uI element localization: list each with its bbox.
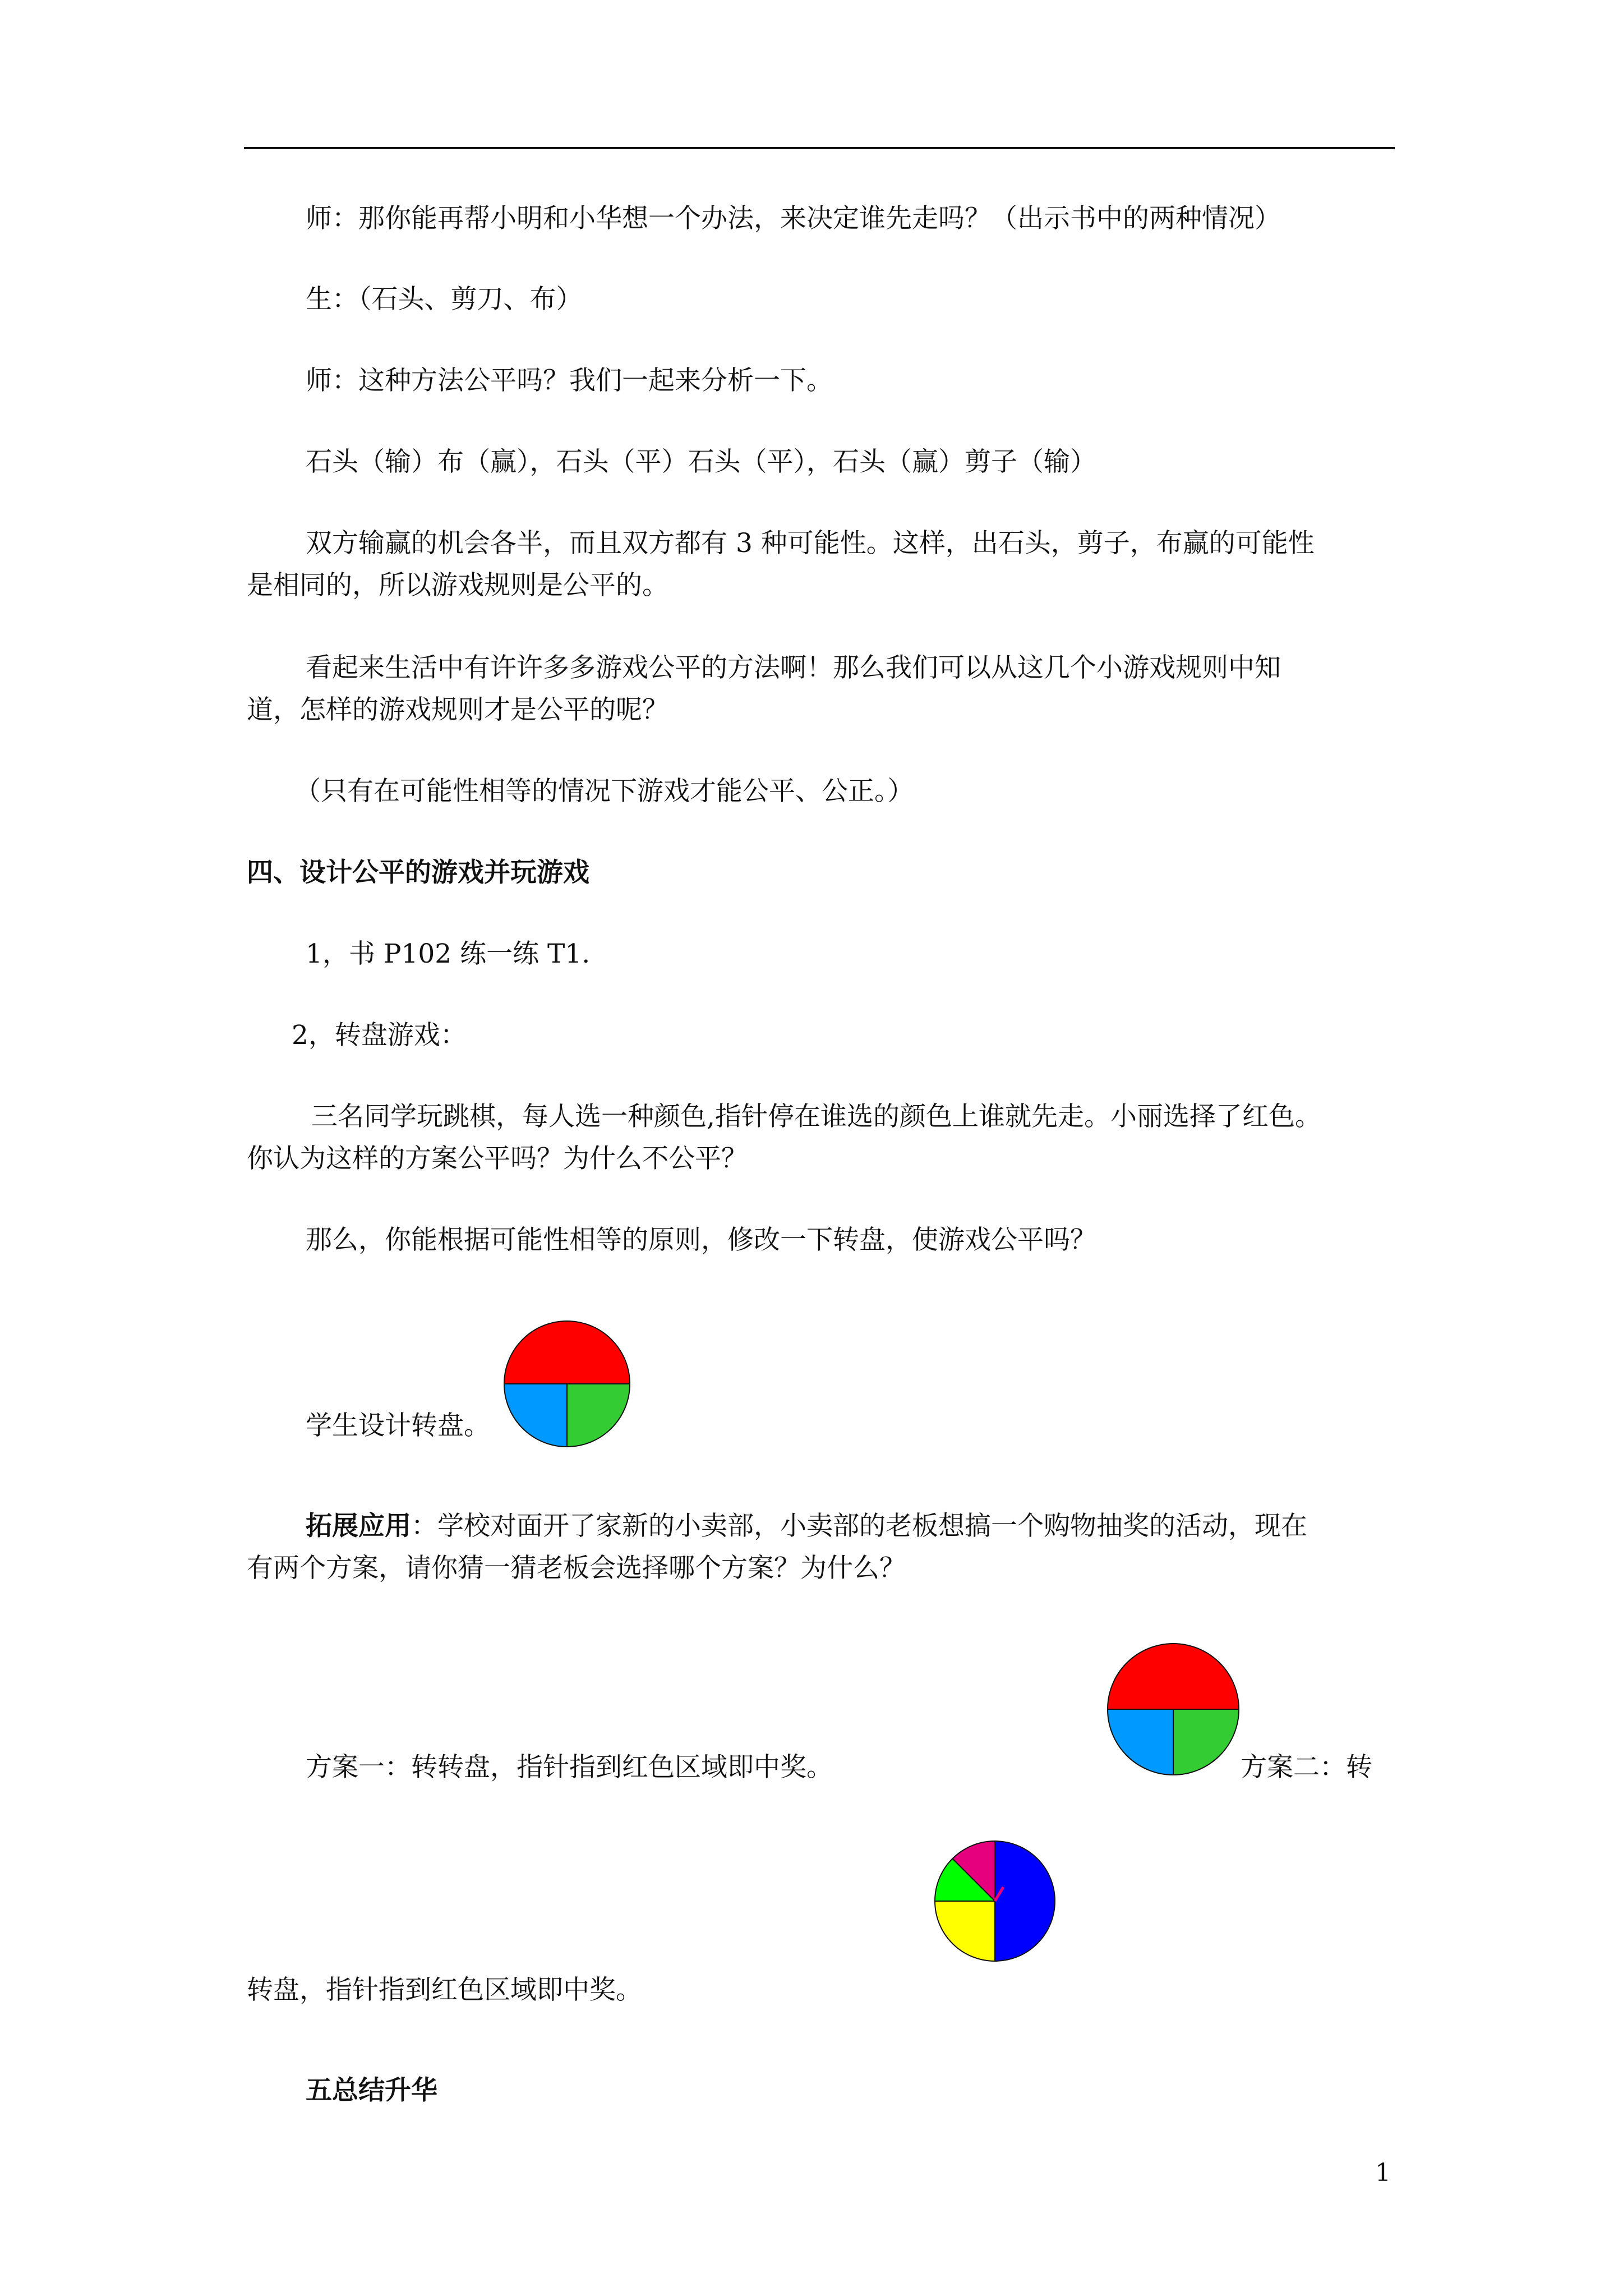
- spinner-sector-red: [1108, 1644, 1239, 1709]
- spinner-student-design: [503, 1320, 631, 1448]
- spinner-sector-blue: [1108, 1709, 1173, 1775]
- paragraph-checkers-line1: 三名同学玩跳棋，每人选一种颜色,指针停在谁选的颜色上谁就先走。小丽选择了红色。: [311, 1101, 1321, 1132]
- paragraph-teacher-question: 师：那你能再帮小明和小华想一个办法，来决定谁先走吗？（出示书中的两种情况）: [306, 203, 1281, 234]
- list-item-1: 1，书 P102 练一练 T1.: [306, 938, 591, 969]
- list-item-2: 2，转盘游戏：: [292, 1020, 467, 1051]
- paragraph-life-line1: 看起来生活中有许许多多游戏公平的方法啊！那么我们可以从这几个小游戏规则中知: [306, 652, 1281, 683]
- paragraph-life-line2: 道，怎样的游戏规则才是公平的呢？: [247, 694, 668, 725]
- paragraph-plan-two-end: 转盘，指针指到红色区域即中奖。: [247, 1975, 642, 2005]
- paragraph-checkers-line2: 你认为这样的方案公平吗？为什么不公平？: [247, 1143, 748, 1174]
- paragraph-plan-two-start: 方案二：转: [1241, 1752, 1372, 1783]
- paragraph-teacher-analysis: 师：这种方法公平吗？我们一起来分析一下。: [306, 365, 833, 396]
- spinner-sector-blue: [504, 1384, 567, 1447]
- paragraph-plan-one: 方案一：转转盘，指针指到红色区域即中奖。: [306, 1752, 833, 1783]
- spinner-sector-green: [567, 1384, 630, 1447]
- extension-label: 拓展应用: [306, 1511, 411, 1542]
- section-heading-four: 四、设计公平的游戏并玩游戏: [247, 857, 589, 888]
- extension-text: ：学校对面开了家新的小卖部，小卖部的老板想搞一个购物抽奖的活动，现在: [411, 1511, 1307, 1542]
- paragraph-outcomes: 石头（输）布（赢），石头（平）石头（平），石头（赢）剪子（输）: [306, 447, 1096, 477]
- caption-student-design: 学生设计转盘。: [306, 1410, 490, 1441]
- spinner-sector-yellow: [935, 1901, 995, 1961]
- paragraph-modify-spinner: 那么，你能根据可能性相等的原则，修改一下转盘，使游戏公平吗？: [306, 1225, 1096, 1255]
- paragraph-fairness-line1: 双方输赢的机会各半，而且双方都有 3 种可能性。这样，出石头，剪子，布赢的可能性: [306, 528, 1315, 559]
- spinner-plan-two: [934, 1840, 1056, 1962]
- paragraph-extension-line1: [306, 1511, 1307, 1542]
- spinner-sector-green: [1173, 1709, 1239, 1775]
- section-heading-five: 五总结升华: [306, 2075, 437, 2106]
- paragraph-conclusion-note: （只有在可能性相等的情况下游戏才能公平、公正。）: [294, 776, 914, 807]
- paragraph-fairness-line2: 是相同的，所以游戏规则是公平的。: [247, 570, 668, 601]
- paragraph-extension-line2: 有两个方案，请你猜一猜老板会选择哪个方案？为什么？: [247, 1553, 906, 1584]
- paragraph-student-answer: 生：（石头、剪刀、布）: [306, 284, 583, 315]
- spinner-sector-blue: [995, 1841, 1055, 1961]
- spinner-sector-red: [504, 1321, 630, 1384]
- spinner-plan-one: [1106, 1642, 1240, 1776]
- page-number: 1: [1375, 2159, 1391, 2187]
- header-rule: [244, 147, 1395, 149]
